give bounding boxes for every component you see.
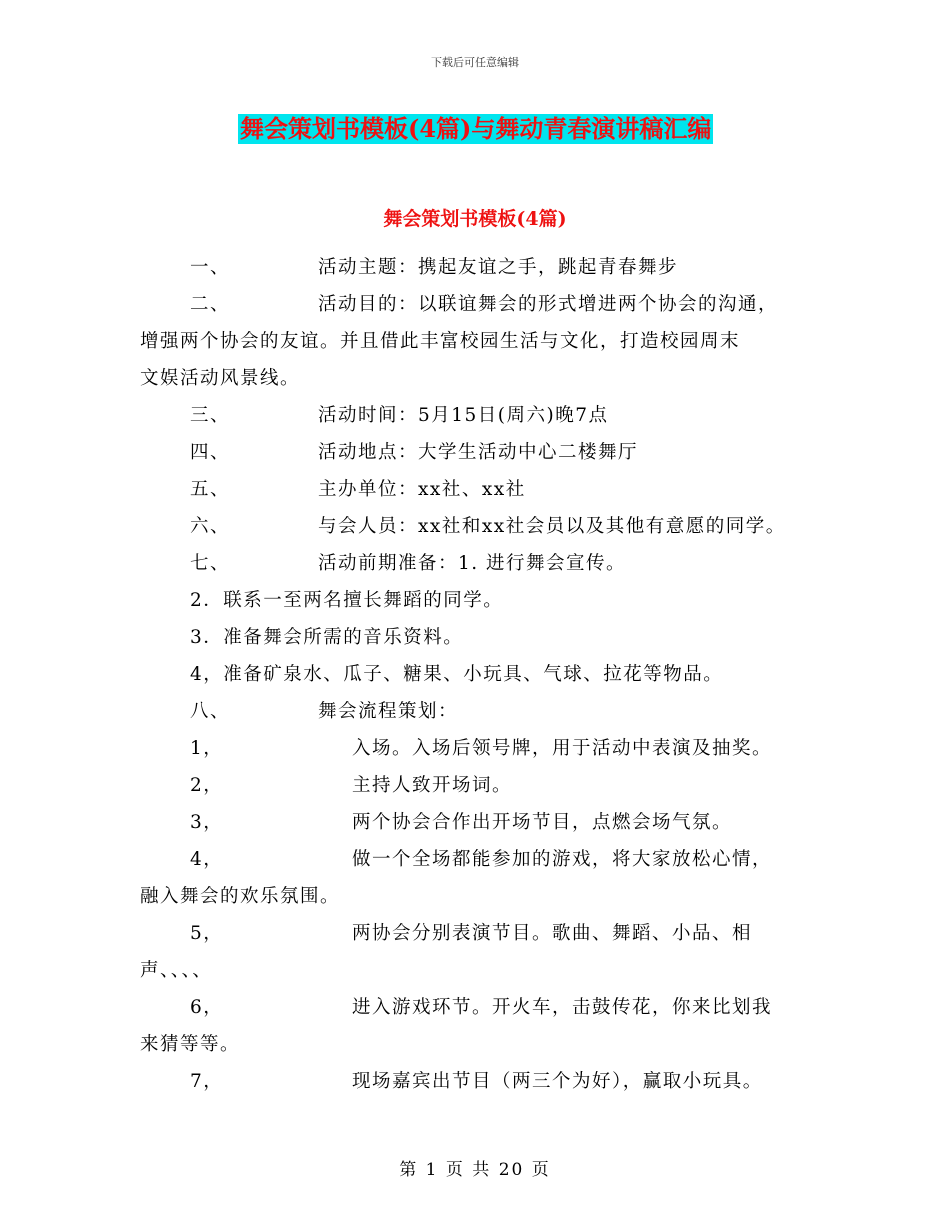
item-text: 增强两个协会的友谊。并且借此丰富校园生活与文化，打造校园周末	[140, 331, 741, 352]
item-label: 7，	[190, 1071, 224, 1092]
item-text: 进入游戏环节。开火车，击鼓传花，你来比划我	[352, 997, 773, 1018]
item-text: 入场。入场后领号牌，用于活动中表演及抽奖。	[352, 738, 773, 759]
item-text: 声、、、、	[140, 960, 213, 981]
item-text: 3．准备舞会所需的音乐资料。	[190, 627, 464, 648]
item-text: 2．联系一至两名擅长舞蹈的同学。	[190, 590, 504, 611]
item-text: 活动时间：5月15日(周六)晚7点	[318, 405, 609, 426]
item-text: 舞会流程策划：	[318, 701, 459, 722]
item-label: 4，	[190, 849, 224, 870]
item-text: 来猜等等。	[140, 1034, 241, 1055]
item-text: 与会人员：xx社和xx社会员以及其他有意愿的同学。	[318, 516, 786, 537]
section-title: 舞会策划书模板(4篇)	[383, 208, 567, 230]
item-text: 文娱活动风景线。	[140, 368, 301, 389]
item-label: 1，	[190, 738, 224, 759]
item-label: 四、	[190, 442, 231, 463]
item-label: 七、	[190, 553, 231, 574]
item-label: 二、	[190, 294, 231, 315]
header-note: 下载后可任意编辑	[431, 56, 519, 69]
item-label: 5，	[190, 923, 224, 944]
item-label: 2，	[190, 775, 224, 796]
item-text: 融入舞会的欢乐氛围。	[140, 886, 341, 907]
item-text: 活动前期准备：1. 进行舞会宣传。	[318, 553, 627, 574]
item-text: 活动地点：大学生活动中心二楼舞厅	[318, 442, 639, 463]
item-text: 两个协会合作出开场节目，点燃会场气氛。	[352, 812, 733, 833]
document-title: 舞会策划书模板(4篇)与舞动青春演讲稿汇编	[240, 114, 712, 143]
item-label: 八、	[190, 701, 231, 722]
item-text: 活动主题：携起友谊之手，跳起青春舞步	[318, 257, 679, 278]
item-text: 主持人致开场词。	[352, 775, 513, 796]
page-footer: 第 1 页 共 20 页	[399, 1160, 551, 1180]
item-text: 现场嘉宾出节目（两三个为好），赢取小玩具。	[352, 1071, 763, 1092]
item-label: 三、	[190, 405, 231, 426]
item-label: 6，	[190, 997, 224, 1018]
item-text: 4，准备矿泉水、瓜子、糖果、小玩具、气球、拉花等物品。	[190, 664, 724, 685]
item-text: 主办单位：xx社、xx社	[318, 479, 526, 500]
item-text: 活动目的：以联谊舞会的形式增进两个协会的沟通，	[318, 294, 779, 315]
item-text: 两协会分别表演节目。歌曲、舞蹈、小品、相	[352, 923, 753, 944]
item-text: 做一个全场都能参加的游戏，将大家放松心情，	[352, 849, 773, 870]
item-label: 五、	[190, 479, 231, 500]
item-label: 六、	[190, 516, 231, 537]
item-label: 一、	[190, 257, 231, 278]
item-label: 3，	[190, 812, 224, 833]
